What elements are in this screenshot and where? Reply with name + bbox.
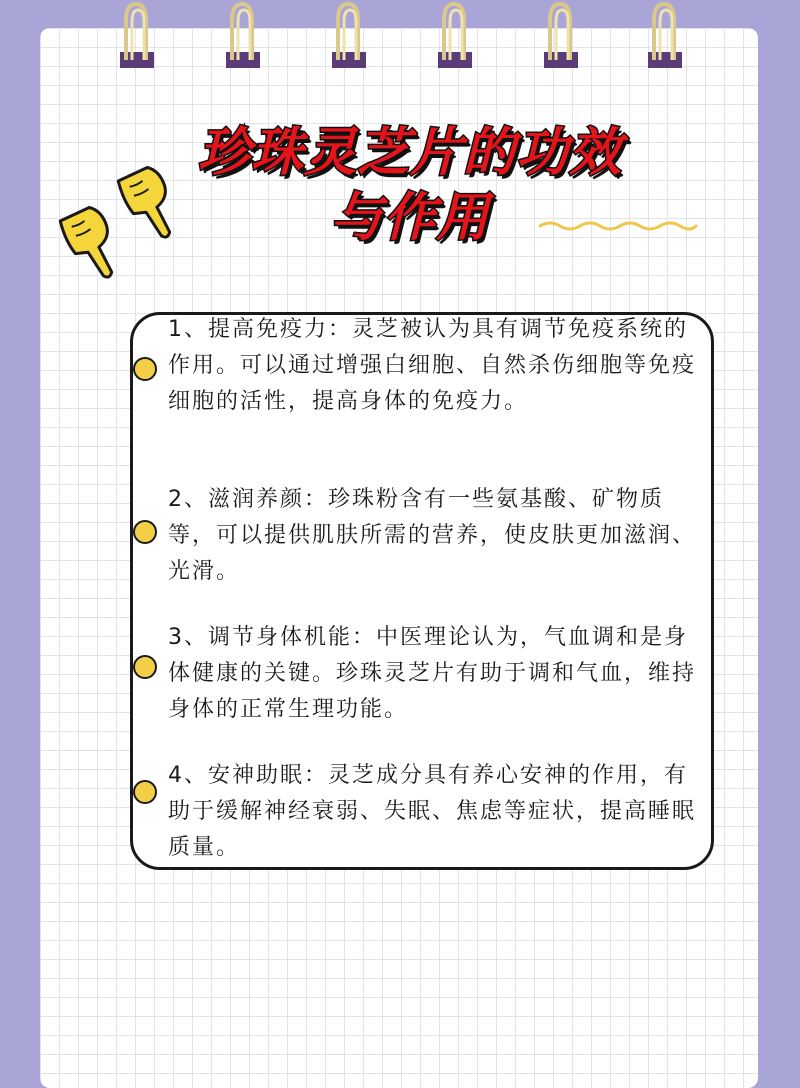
bullet-dot — [133, 655, 157, 679]
binder-ring-icon — [434, 0, 478, 72]
bullet-dot — [133, 357, 157, 381]
pointing-hand-icon — [54, 200, 128, 284]
page-title-line1: 珍珠灵芝片的功效 — [197, 123, 622, 183]
list-item: 4、安神助眠：灵芝成分具有养心安神的作用，有助于缓解神经衰弱、失眠、焦虑等症状，提高睡眠质量。 — [168, 763, 697, 860]
binder-ring-icon — [116, 0, 160, 72]
list-item: 2、滋润养颜：珍珠粉含有一些氨基酸、矿物质等，可以提供肌肤所需的营养，使皮肤更加滋润、光滑。 — [168, 487, 697, 584]
bullet-dot — [133, 520, 157, 544]
squiggle-decoration — [538, 218, 698, 234]
binder-ring-icon — [222, 0, 266, 72]
page-title-line2: 与作用 — [330, 188, 490, 248]
list-item: 3、调节身体机能：中医理论认为，气血调和是身体健康的关键。珍珠灵芝片有助于调和气血，维持身体的正常生理功能。 — [168, 625, 697, 722]
binder-ring-icon — [540, 0, 584, 72]
list-item: 1、提高免疫力：灵芝被认为具有调节免疫系统的作用。可以通过增强白细胞、自然杀伤细胞等免疫细胞的活性，提高身体的免疫力。 — [168, 317, 697, 414]
binder-ring-icon — [644, 0, 688, 72]
bullet-dot — [133, 780, 157, 804]
binder-ring-icon — [328, 0, 372, 72]
